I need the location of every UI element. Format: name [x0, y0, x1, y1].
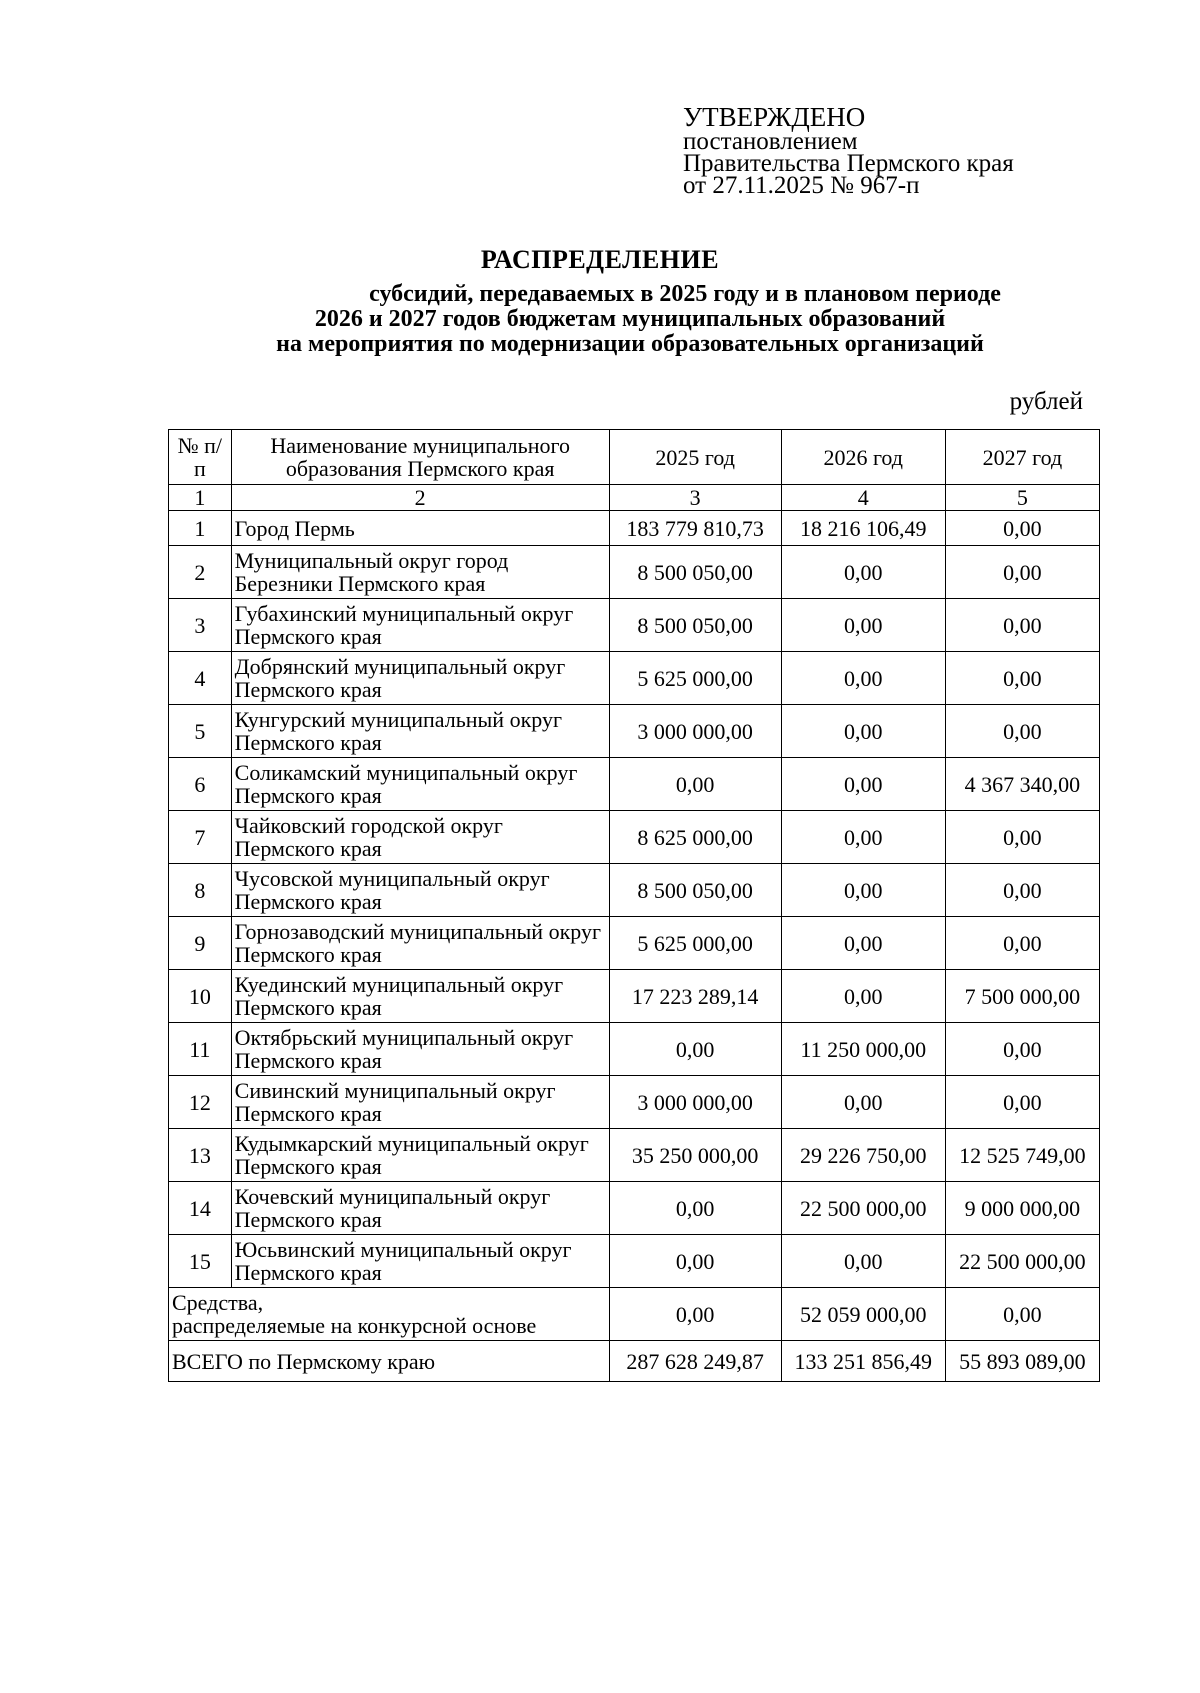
- row-num: 1: [169, 511, 232, 546]
- table-row: [169, 546, 1100, 599]
- row-value-2026: 18 216 106,49: [781, 511, 945, 546]
- row-num: 11: [169, 1023, 232, 1076]
- column-index-row: [169, 485, 1100, 511]
- row-value-2026: 11 250 000,00: [781, 1023, 945, 1076]
- row-value-2027: 0,00: [945, 1076, 1099, 1129]
- row-municipality-name: Куединский муниципальный округ Пермского края: [231, 970, 609, 1023]
- table-row: [169, 811, 1100, 864]
- distribution-table: [168, 429, 1100, 1382]
- row-num: 10: [169, 970, 232, 1023]
- approval-line-approved: УТВЕРЖДЕНО: [683, 102, 866, 132]
- row-value-2025: 8 500 050,00: [609, 864, 781, 917]
- approval-line-date: от 27.11.2025 № 967-п: [683, 172, 920, 199]
- row-value-2025: 0,00: [609, 1182, 781, 1235]
- row-municipality-name: Горнозаводский муниципальный округ Пермского края: [231, 917, 609, 970]
- row-municipality-name: Кунгурский муниципальный округ Пермского края: [231, 705, 609, 758]
- table-row: [169, 1076, 1100, 1129]
- row-value-2027: 0,00: [945, 864, 1099, 917]
- row-value-2026: 0,00: [781, 970, 945, 1023]
- contest-2025: 0,00: [609, 1288, 781, 1341]
- index-cell: 1: [169, 485, 232, 511]
- header-name: Наименование муниципального образования Пермского края: [231, 430, 609, 485]
- row-value-2027: 0,00: [945, 1023, 1099, 1076]
- row-value-2025: 183 779 810,73: [609, 511, 781, 546]
- row-value-2027: 0,00: [945, 811, 1099, 864]
- table-row: [169, 917, 1100, 970]
- table-row: [169, 705, 1100, 758]
- row-num: 12: [169, 1076, 232, 1129]
- row-value-2026: 22 500 000,00: [781, 1182, 945, 1235]
- row-value-2027: 0,00: [945, 652, 1099, 705]
- row-value-2026: 0,00: [781, 546, 945, 599]
- row-value-2027: 0,00: [945, 917, 1099, 970]
- row-value-2027: 0,00: [945, 599, 1099, 652]
- row-num: 15: [169, 1235, 232, 1288]
- row-value-2025: 5 625 000,00: [609, 652, 781, 705]
- row-value-2025: 8 500 050,00: [609, 599, 781, 652]
- row-num: 3: [169, 599, 232, 652]
- row-num: 8: [169, 864, 232, 917]
- units-label: рублей: [1009, 388, 1083, 415]
- table-row: [169, 758, 1100, 811]
- contest-label: [169, 1288, 610, 1341]
- row-value-2026: 29 226 750,00: [781, 1129, 945, 1182]
- row-value-2026: 0,00: [781, 1235, 945, 1288]
- total-2025: 287 628 249,87: [609, 1341, 781, 1382]
- row-value-2027: 0,00: [945, 705, 1099, 758]
- index-cell: 2: [231, 485, 609, 511]
- header-2027: 2027 год: [945, 430, 1099, 485]
- table-row: [169, 1182, 1100, 1235]
- row-value-2026: 0,00: [781, 1076, 945, 1129]
- table-row: [169, 864, 1100, 917]
- row-municipality-name: Кочевский муниципальный округ Пермского края: [231, 1182, 609, 1235]
- row-value-2026: 0,00: [781, 864, 945, 917]
- row-value-2026: 0,00: [781, 758, 945, 811]
- row-municipality-name: Город Пермь: [231, 511, 609, 546]
- header-2025: 2025 год: [609, 430, 781, 485]
- row-num: 7: [169, 811, 232, 864]
- table-row: [169, 652, 1100, 705]
- row-municipality-name: Сивинский муниципальный округ Пермского края: [231, 1076, 609, 1129]
- approval-line-government: Правительства Пермского края: [683, 150, 1014, 177]
- contest-2026: 52 059 000,00: [781, 1288, 945, 1341]
- row-num: 13: [169, 1129, 232, 1182]
- contest-2027: 0,00: [945, 1288, 1099, 1341]
- row-value-2026: 0,00: [781, 652, 945, 705]
- subtitle-line-2: 2026 и 2027 годов бюджетам муниципальных образований: [314, 306, 946, 332]
- row-municipality-name: Муниципальный округ город Березники Пермского края: [231, 546, 609, 599]
- total-2027: 55 893 089,00: [945, 1341, 1099, 1382]
- contest-row: [169, 1288, 1100, 1341]
- row-municipality-name: Октябрьский муниципальный округ Пермского края: [231, 1023, 609, 1076]
- table-header-row: [169, 430, 1100, 485]
- row-municipality-name: Чайковский городской округ Пермского края: [231, 811, 609, 864]
- contest-label-line-2: распределяемые на конкурсной основе: [172, 1313, 537, 1338]
- row-municipality-name: Кудымкарский муниципальный округ Пермского края: [231, 1129, 609, 1182]
- row-municipality-name: Юсьвинский муниципальный округ Пермского края: [231, 1235, 609, 1288]
- index-cell: 3: [609, 485, 781, 511]
- row-value-2025: 3 000 000,00: [609, 705, 781, 758]
- subtitle-line-3: на мероприятия по модернизации образовательных организаций: [276, 331, 984, 357]
- total-row: [169, 1341, 1100, 1382]
- table-row: [169, 1235, 1100, 1288]
- document-title: РАСПРЕДЕЛЕНИЕ: [480, 245, 720, 274]
- row-value-2027: 0,00: [945, 511, 1099, 546]
- row-municipality-name: Добрянский муниципальный округ Пермского края: [231, 652, 609, 705]
- row-num: 9: [169, 917, 232, 970]
- header-num: № п/п: [169, 430, 232, 485]
- document-subtitle: [150, 282, 1110, 357]
- header-2026: 2026 год: [781, 430, 945, 485]
- row-value-2027: 9 000 000,00: [945, 1182, 1099, 1235]
- table-row: [169, 599, 1100, 652]
- row-value-2027: 4 367 340,00: [945, 758, 1099, 811]
- total-label: ВСЕГО по Пермскому краю: [169, 1341, 610, 1382]
- table-row: [169, 1023, 1100, 1076]
- row-value-2027: 22 500 000,00: [945, 1235, 1099, 1288]
- row-value-2025: 8 500 050,00: [609, 546, 781, 599]
- row-municipality-name: Соликамский муниципальный округ Пермского края: [231, 758, 609, 811]
- row-value-2025: 17 223 289,14: [609, 970, 781, 1023]
- row-num: 14: [169, 1182, 232, 1235]
- row-value-2027: 7 500 000,00: [945, 970, 1099, 1023]
- table-row: [169, 511, 1100, 546]
- row-value-2026: 0,00: [781, 705, 945, 758]
- approval-line-resolution: постановлением: [683, 128, 858, 155]
- row-value-2025: 5 625 000,00: [609, 917, 781, 970]
- row-value-2026: 0,00: [781, 599, 945, 652]
- row-value-2025: 0,00: [609, 758, 781, 811]
- row-municipality-name: Чусовской муниципальный округ Пермского края: [231, 864, 609, 917]
- row-value-2025: 35 250 000,00: [609, 1129, 781, 1182]
- row-num: 2: [169, 546, 232, 599]
- row-value-2025: 8 625 000,00: [609, 811, 781, 864]
- row-num: 4: [169, 652, 232, 705]
- subtitle-line-1: субсидий, передаваемых в 2025 году и в плановом периоде: [369, 281, 1001, 307]
- total-2026: 133 251 856,49: [781, 1341, 945, 1382]
- row-value-2025: 0,00: [609, 1235, 781, 1288]
- row-municipality-name: Губахинский муниципальный округ Пермского края: [231, 599, 609, 652]
- row-value-2025: 0,00: [609, 1023, 781, 1076]
- index-cell: 4: [781, 485, 945, 511]
- approval-stamp: [683, 103, 1014, 197]
- row-value-2025: 3 000 000,00: [609, 1076, 781, 1129]
- row-value-2026: 0,00: [781, 811, 945, 864]
- table-row: [169, 970, 1100, 1023]
- row-num: 6: [169, 758, 232, 811]
- index-cell: 5: [945, 485, 1099, 511]
- row-value-2026: 0,00: [781, 917, 945, 970]
- row-value-2027: 12 525 749,00: [945, 1129, 1099, 1182]
- contest-label-line-1: Средства,: [172, 1290, 264, 1315]
- row-num: 5: [169, 705, 232, 758]
- table-row: [169, 1129, 1100, 1182]
- row-value-2027: 0,00: [945, 546, 1099, 599]
